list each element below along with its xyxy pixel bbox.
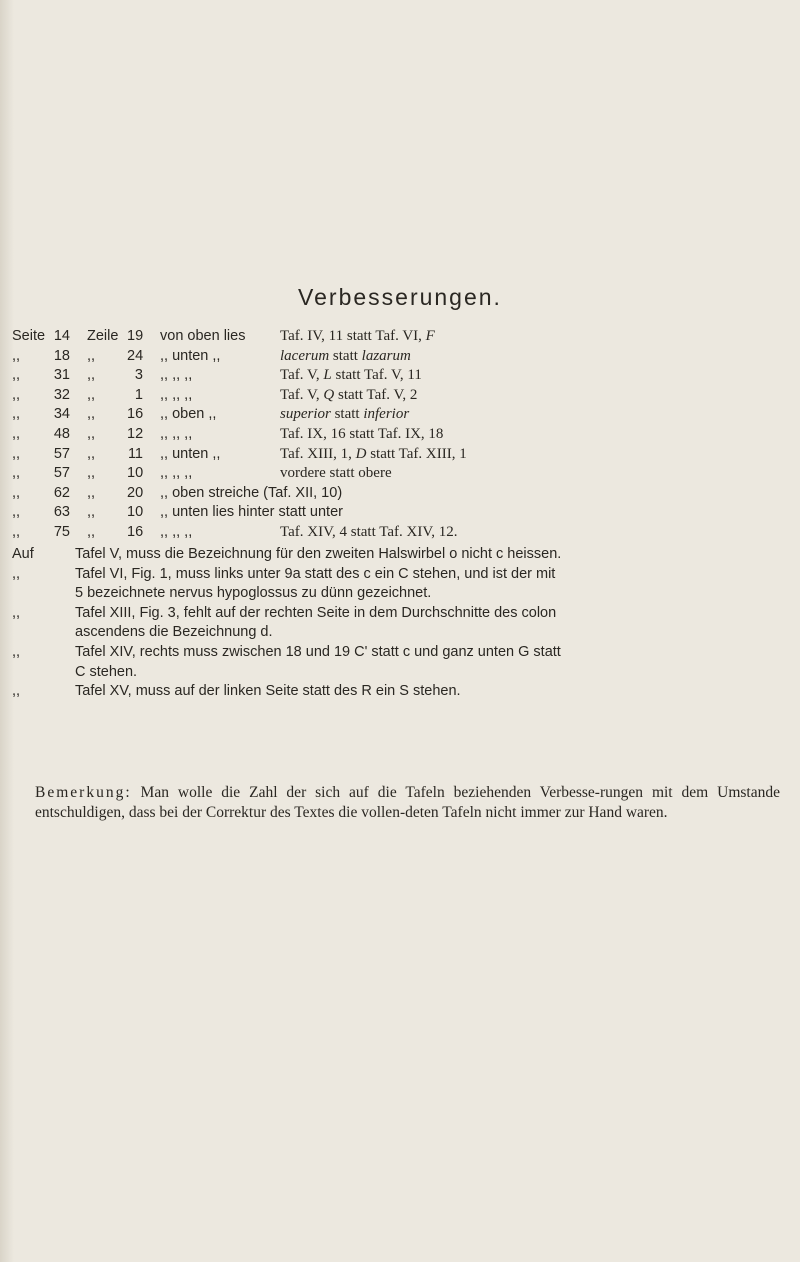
position: ,, ,, ,,	[160, 386, 193, 403]
line-number: 10	[127, 504, 144, 521]
note-lead: ,,	[12, 643, 21, 660]
seite-label: ,,	[12, 504, 21, 521]
position: ,, unten lies hinter statt unter	[160, 504, 343, 521]
page-number: 34	[53, 406, 70, 423]
zeile-label: ,,	[87, 523, 96, 540]
line-number: 1	[134, 386, 143, 403]
page-number: 48	[53, 425, 70, 442]
zeile-label: ,,	[87, 367, 96, 384]
seite-label: ,,	[12, 406, 21, 423]
position: ,, ,, ,,	[160, 523, 193, 540]
note-lead: ,,	[12, 604, 21, 621]
page-number: 14	[53, 328, 70, 344]
line-number: 11	[127, 445, 143, 462]
page-number: 31	[53, 367, 70, 384]
line-number: 16	[127, 523, 144, 540]
errata-row	[12, 386, 782, 406]
note-line: ascendens die Bezeichnung d.	[75, 624, 273, 641]
correction: Taf. IX, 16 statt Taf. IX, 18	[280, 425, 444, 442]
position: ,, unten ,,	[160, 445, 221, 462]
errata-row	[12, 503, 782, 523]
correction: lacerum statt lazarum	[280, 347, 411, 364]
errata-row	[12, 347, 782, 367]
zeile-label: ,,	[87, 445, 96, 462]
line-number: 16	[127, 406, 144, 423]
errata-row	[12, 366, 782, 386]
errata-row	[12, 523, 782, 543]
position: ,, oben ,,	[160, 406, 217, 423]
position: von oben lies	[160, 328, 246, 344]
correction: superior statt inferior	[280, 406, 410, 423]
note-line: Tafel XV, muss auf der linken Seite statt des R ein S stehen.	[75, 683, 461, 700]
correction: Taf. V, L statt Taf. V, 11	[280, 367, 422, 384]
note-lead: ,,	[12, 565, 21, 582]
zeile-label: ,,	[87, 465, 96, 482]
page-title: Verbesserungen.	[298, 284, 502, 310]
errata-row	[12, 405, 782, 425]
note-line: C stehen.	[75, 663, 138, 680]
line-number: 10	[127, 465, 144, 482]
seite-label: ,,	[12, 367, 21, 384]
position: ,, ,, ,,	[160, 425, 193, 442]
note-item	[12, 545, 787, 565]
position: ,, unten ,,	[160, 347, 221, 364]
page-number: 62	[53, 484, 70, 501]
note-line: Tafel VI, Fig. 1, muss links unter 9a statt des c ein C stehen, und ist der mit	[75, 565, 556, 582]
seite-label: ,,	[12, 347, 21, 364]
zeile-label: ,,	[87, 504, 96, 521]
note-item	[12, 565, 787, 604]
page-number: 63	[53, 504, 70, 521]
correction: Taf. IV, 11 statt Taf. VI, F	[280, 328, 435, 344]
line-number: 19	[127, 328, 144, 344]
note-line: Tafel XIV, rechts muss zwischen 18 und 19 C' statt c und ganz unten G statt	[75, 643, 561, 660]
zeile-label: ,,	[87, 347, 96, 364]
line-number: 24	[127, 347, 144, 364]
seite-label: ,,	[12, 425, 21, 442]
note-item	[12, 604, 787, 643]
remark-paragraph	[35, 783, 780, 823]
zeile-label: ,,	[87, 386, 96, 403]
page-number: 57	[53, 465, 70, 482]
note-item	[12, 682, 787, 702]
correction: Taf. XIV, 4 statt Taf. XIV, 12.	[280, 523, 458, 540]
page-number: 18	[53, 347, 70, 364]
seite-label: ,,	[12, 465, 21, 482]
position: ,, ,, ,,	[160, 367, 193, 384]
page-number: 75	[53, 523, 70, 540]
note-line: 5 bezeichnete nervus hypoglossus zu dünn gezeichnet.	[75, 585, 432, 602]
remark-text: Man wolle die Zahl der sich auf die Tafeln beziehenden Verbesse-rungen mit dem Umstande entschuldigen, dass bei der Correktur des Textes die vollen-deten Tafeln nicht immer zur Hand waren.	[35, 784, 780, 821]
note-line: Tafel XIII, Fig. 3, fehlt auf der rechten Seite in dem Durchschnitte des colon	[75, 604, 557, 621]
remark-label: Bemerkung:	[35, 784, 132, 801]
seite-label: ,,	[12, 445, 21, 462]
errata-row	[12, 484, 782, 504]
correction: Taf. V, Q statt Taf. V, 2	[280, 386, 418, 403]
zeile-label: ,,	[87, 425, 96, 442]
seite-label: ,,	[12, 523, 21, 540]
errata-row	[12, 445, 782, 465]
errata-row	[12, 425, 782, 445]
line-number: 12	[127, 425, 144, 442]
note-item	[12, 643, 787, 682]
errata-table	[12, 327, 782, 543]
position: ,, ,, ,,	[160, 465, 193, 482]
position: ,, oben streiche (Taf. XII, 10)	[160, 484, 343, 501]
correction: vordere statt obere	[280, 465, 392, 482]
page-number: 57	[53, 445, 70, 462]
correction: Taf. XIII, 1, D statt Taf. XIII, 1	[280, 445, 467, 462]
note-lead: Auf	[12, 546, 34, 562]
errata-row	[12, 464, 782, 484]
line-number: 20	[127, 484, 144, 501]
errata-row	[12, 327, 782, 347]
seite-label: ,,	[12, 484, 21, 501]
zeile-label: ,,	[87, 406, 96, 423]
zeile-label: ,,	[87, 484, 96, 501]
page-number: 32	[53, 386, 70, 403]
zeile-label: Zeile	[87, 328, 119, 344]
line-number: 3	[134, 367, 143, 384]
note-line: Tafel V, muss die Bezeichnung für den zweiten Halswirbel o nicht c heissen.	[75, 546, 562, 562]
seite-label: ,,	[12, 386, 21, 403]
seite-label: Seite	[12, 328, 46, 344]
plate-notes	[12, 545, 787, 702]
note-lead: ,,	[12, 683, 21, 700]
